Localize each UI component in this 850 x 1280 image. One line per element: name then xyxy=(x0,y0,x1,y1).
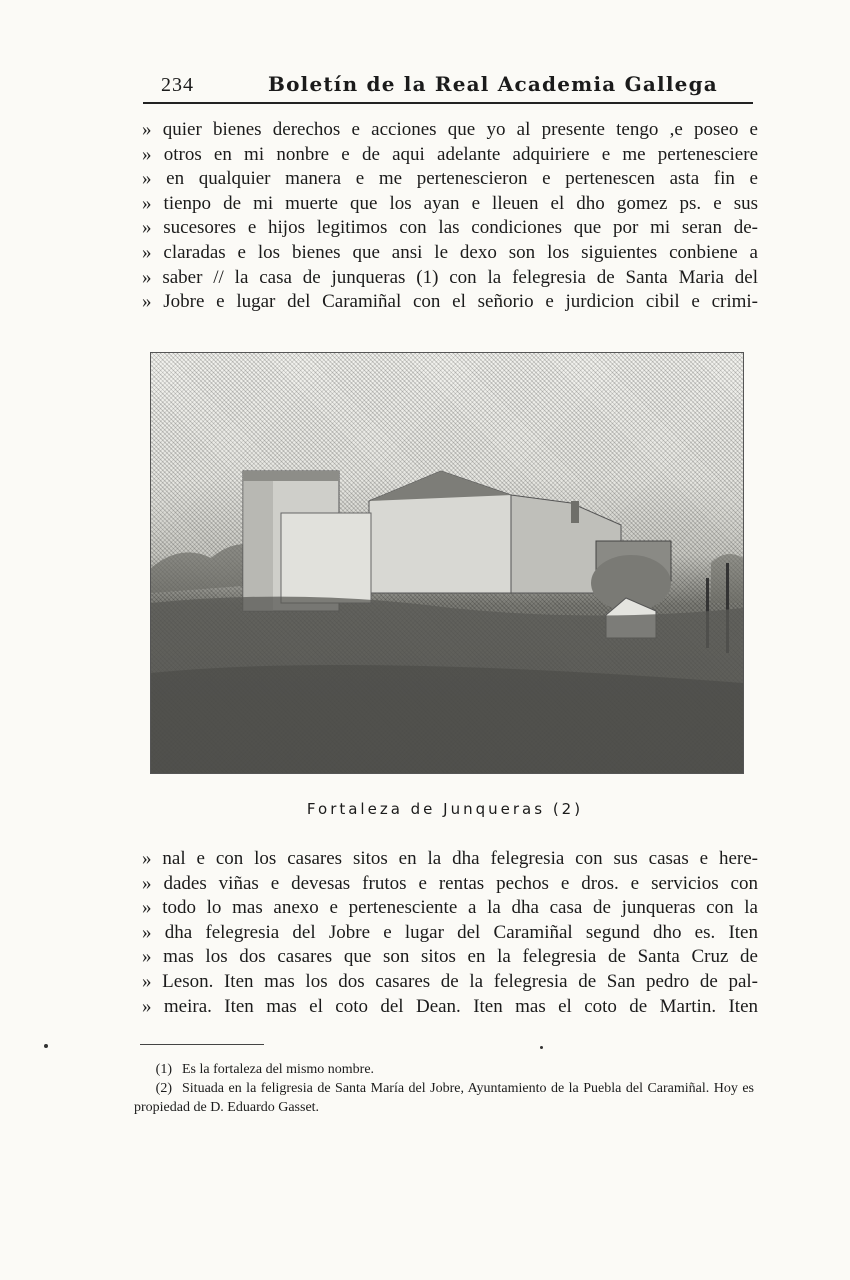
footnote-1 xyxy=(134,1060,754,1079)
running-title: Boletín de la Real Academia Gallega xyxy=(268,72,718,96)
text-line: » mas los dos casares que son sitos en la felegresia de Santa Cruz de xyxy=(142,946,758,968)
fortress-photograph xyxy=(150,352,744,774)
footnote-text: Situada en la feligresia de Santa María del Jobre, Ayuntamiento de la Puebla del Caramiñal. Hoy es propiedad de D. Eduardo Gasset. xyxy=(134,1081,754,1115)
footnote-divider xyxy=(140,1044,264,1045)
text-line: » dades viñas e devesas frutos e rentas pechos e dros. e servicios con xyxy=(142,872,758,894)
text-line: » quier bienes derechos e acciones que yo al presente tengo ,e poseo e xyxy=(142,119,758,140)
text-line: » Leson. Iten mas los dos casares de la felegresia de San pedro de pal- xyxy=(142,970,758,992)
fortress-illustration xyxy=(151,353,743,773)
text-line: » saber // la casa de junqueras (1) con la felegresia de Santa Maria del xyxy=(142,266,758,288)
footnote-2 xyxy=(134,1079,754,1117)
footnote-marker: (1) xyxy=(155,1062,172,1077)
text-line: » meira. Iten mas el coto del Dean. Iten mas el coto de Martin. Iten xyxy=(142,995,758,1017)
footnote-marker: (2) xyxy=(155,1081,172,1096)
figure-caption: Fortaleza de Junqueras (2) xyxy=(306,800,584,818)
page-number: 234 xyxy=(161,74,194,96)
text-line: » otros en mi nonbre e de aqui adelante adquiriere e me pertenesciere xyxy=(142,143,758,165)
text-line: » sucesores e hijos legitimos con las condiciones que por mi seran de- xyxy=(142,217,758,239)
text-line: » dha felegresia del Jobre e lugar del Caramiñal segund dho es. Iten xyxy=(142,921,758,943)
print-speck xyxy=(44,1044,48,1048)
footnotes xyxy=(134,1060,754,1117)
print-speck xyxy=(540,1046,543,1049)
body-text-bottom xyxy=(142,847,758,1019)
text-line: » en qualquier manera e me pertenescieron e pertenescen asta fin e xyxy=(142,168,758,190)
text-line: » tienpo de mi muerte que los ayan e lleuen el dho gomez ps. e sus xyxy=(142,192,758,214)
text-line: » nal e con los casares sitos en la dha felegresia con sus casas e here- xyxy=(142,848,758,869)
body-text-top xyxy=(142,118,758,315)
text-line: » Jobre e lugar del Caramiñal con el señorio e jurdicion cibil e crimi- xyxy=(142,291,758,313)
text-line: » todo lo mas anexo e pertenesciente a la dha casa de junqueras con la xyxy=(142,897,758,919)
footnote-text: Es la fortaleza del mismo nombre. xyxy=(182,1062,375,1077)
page-header xyxy=(143,70,753,104)
text-line: » claradas e los bienes que ansi le dexo son los siguientes conbiene a xyxy=(142,241,758,263)
